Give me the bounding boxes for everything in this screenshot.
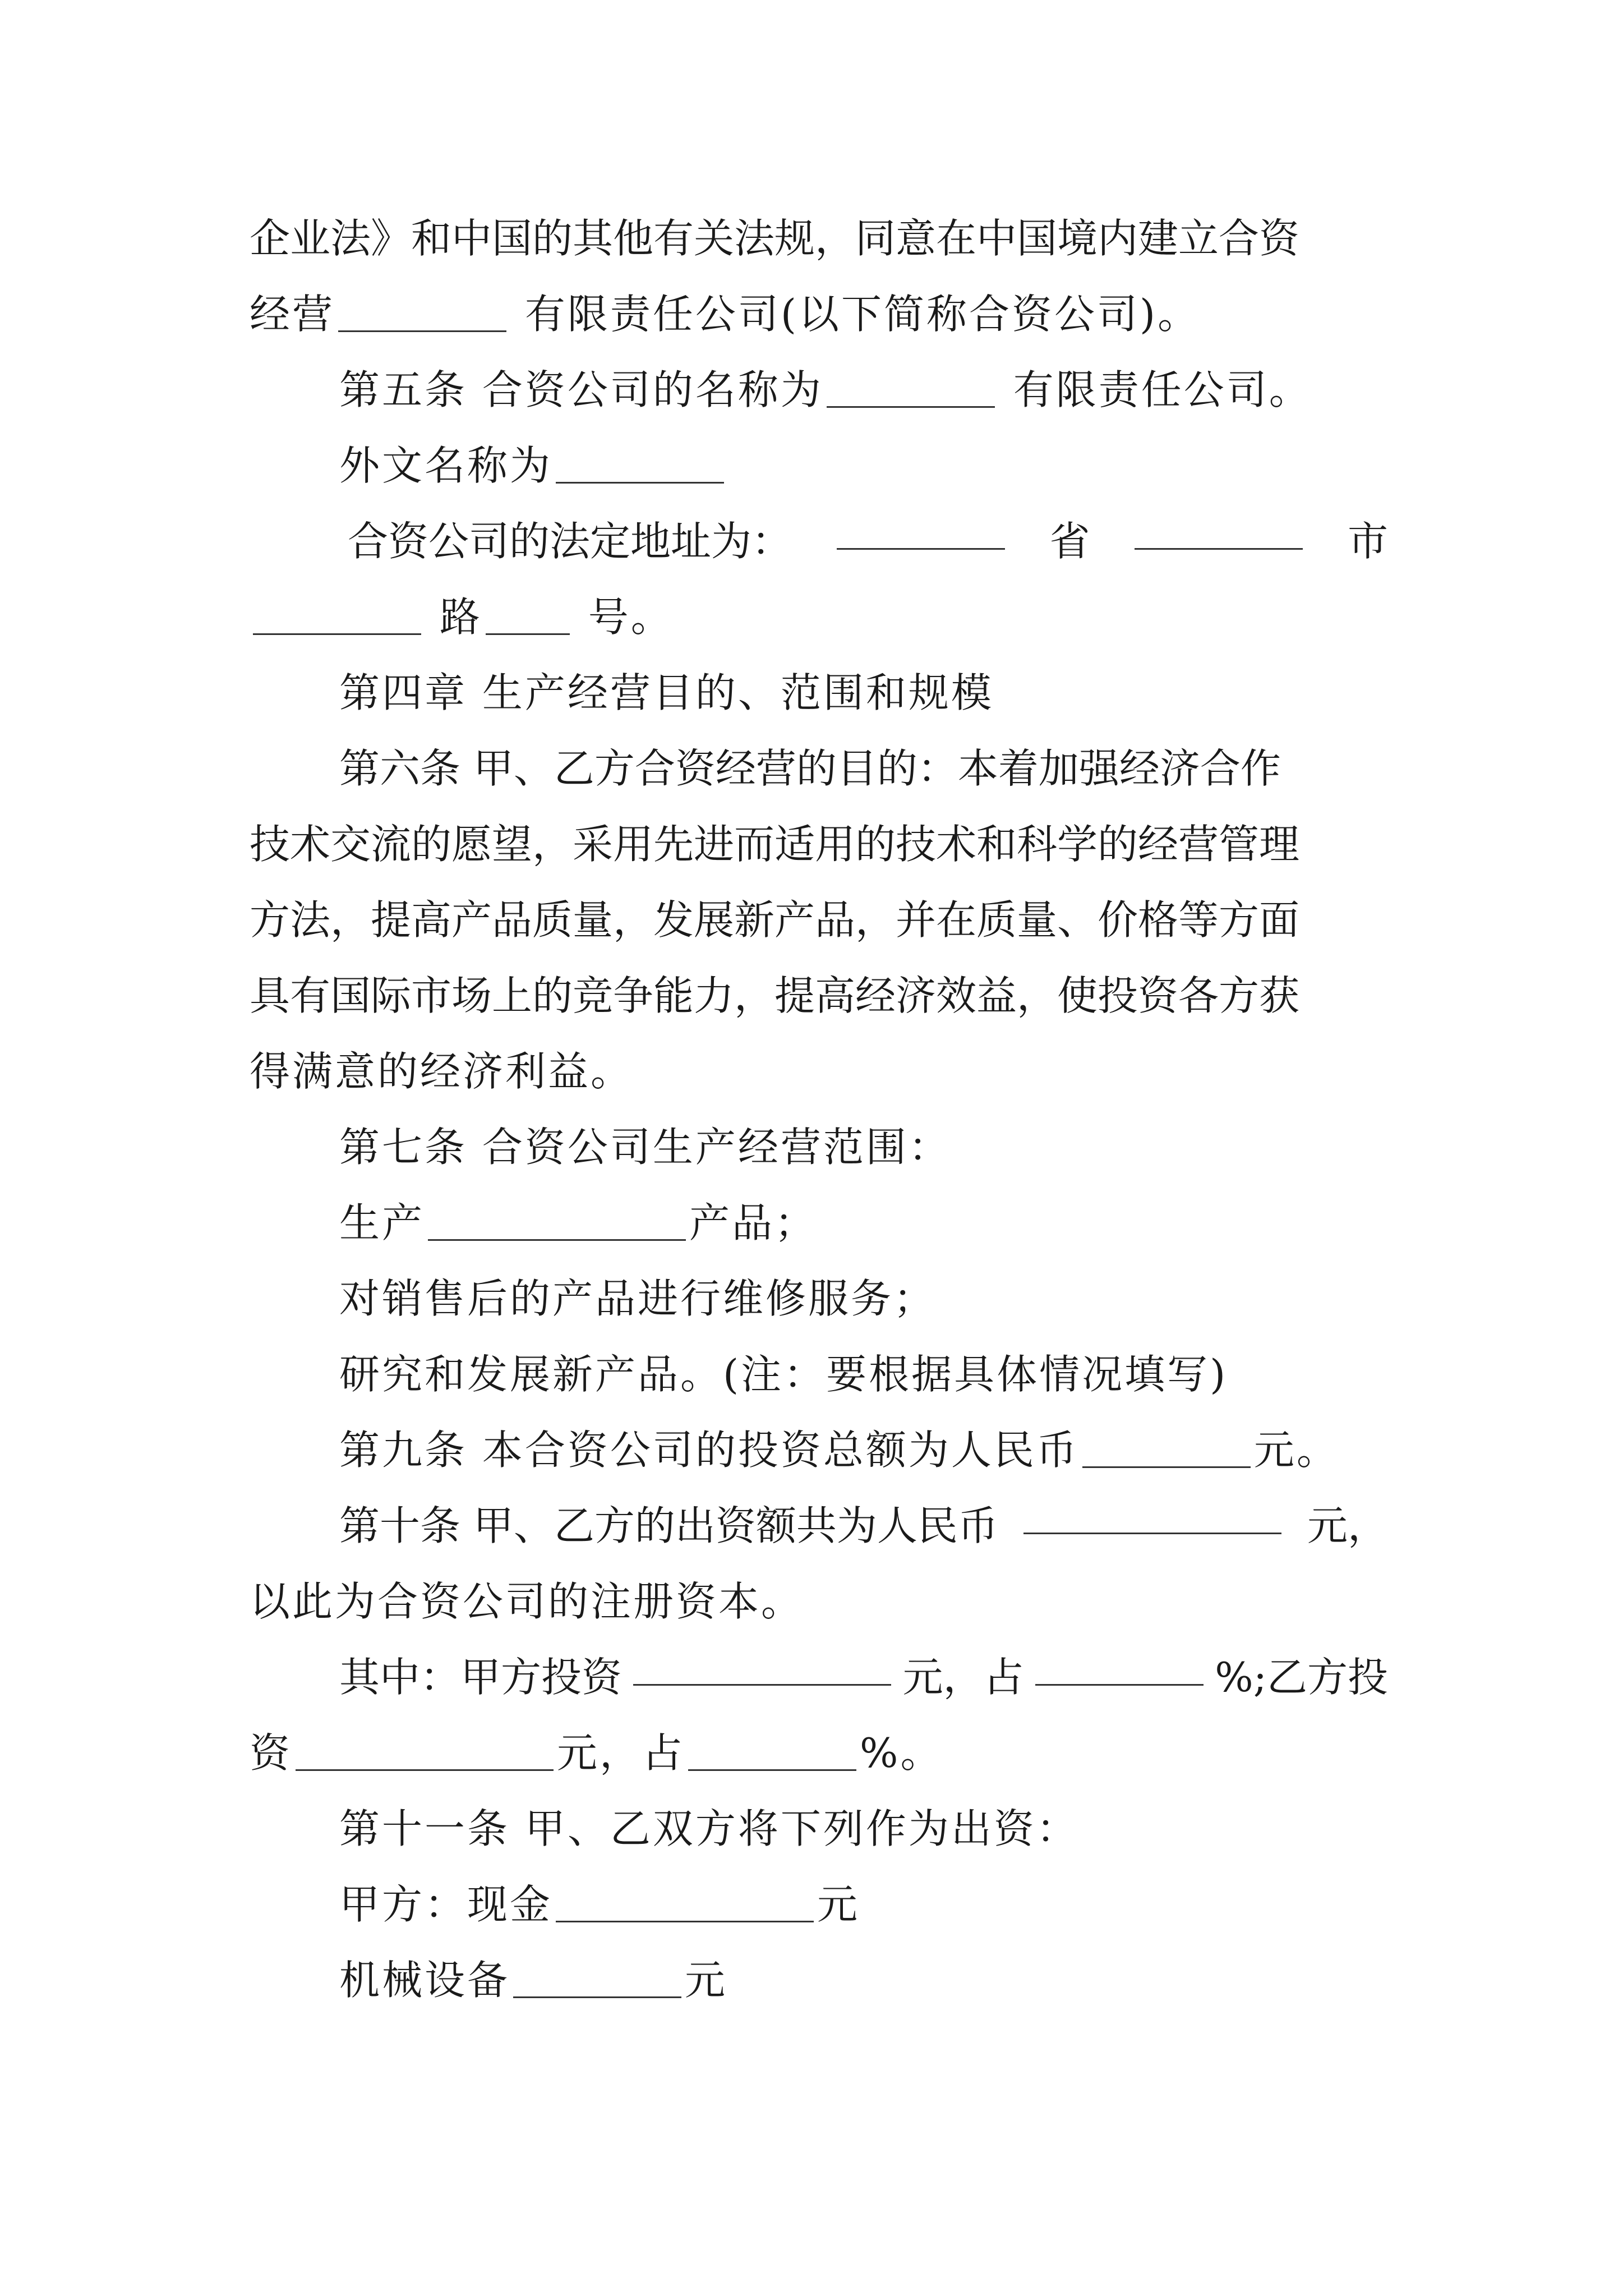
- text-segment: 元: [817, 1881, 860, 1928]
- text-segment: 市: [1347, 518, 1388, 565]
- text-segment: 有限责任公司(以下简称合资公司)。: [524, 291, 1201, 338]
- text-segment: 第九条 本合资公司的投资总额为人民币: [339, 1427, 1079, 1474]
- text-segment: 第六条 甲、乙方合资经营的目的：本着加强经济合作: [339, 745, 1281, 792]
- text-segment: 以此为合资公司的注册资本。: [250, 1578, 804, 1625]
- fill-blank: [1023, 1488, 1281, 1534]
- text-segment: 外文名称为: [339, 442, 553, 489]
- text-line-16: [339, 1346, 1388, 1402]
- text-segment: %。: [860, 1729, 943, 1777]
- text-line-2: [250, 286, 1388, 342]
- text-line-10: [250, 892, 1388, 948]
- text-segment: 元，占: [557, 1729, 685, 1777]
- text-line-24: [339, 1952, 1388, 2008]
- text-line-22: [339, 1801, 1388, 1857]
- text-segment: 元，占: [902, 1654, 1024, 1701]
- text-line-5: [348, 513, 1388, 569]
- text-segment: 有限责任公司。: [1013, 366, 1312, 413]
- text-segment: 其中：甲方投资: [339, 1654, 623, 1701]
- text-line-12: [250, 1043, 1388, 1099]
- text-line-3: [339, 362, 1388, 418]
- text-segment: 甲方：现金: [339, 1881, 553, 1928]
- text-segment: 机械设备: [339, 1957, 510, 2004]
- text-segment: 经营: [250, 291, 335, 338]
- text-segment: 路: [439, 593, 482, 641]
- fill-blank: [428, 1194, 686, 1241]
- text-segment: 具有国际市场上的竞争能力，提高经济效益，使投资各方获: [250, 972, 1300, 1019]
- text-segment: 第五条 合资公司的名称为: [339, 366, 823, 413]
- text-line-14: [339, 1195, 1388, 1251]
- text-line-6: [250, 589, 1388, 645]
- fill-blank: [633, 1639, 891, 1686]
- text-line-18: [339, 1498, 1388, 1554]
- text-segment: 第十一条 甲、乙双方将下列作为出资：: [339, 1805, 1079, 1852]
- text-segment: 元，: [1307, 1502, 1388, 1549]
- text-line-23: [339, 1876, 1388, 1932]
- text-line-4: [339, 438, 1388, 494]
- text-line-21: [250, 1725, 1388, 1781]
- text-segment: 第十条 甲、乙方的出资额共为人民币: [339, 1502, 998, 1549]
- text-segment: 对销售后的产品进行维修服务；: [339, 1275, 937, 1322]
- fill-blank: [486, 588, 570, 635]
- text-line-8: [339, 740, 1388, 797]
- text-segment: 省: [1049, 518, 1090, 565]
- text-segment: 方法，提高产品质量，发展新产品，并在质量、价格等方面: [250, 896, 1300, 944]
- text-line-9: [250, 816, 1388, 872]
- fill-blank: [1035, 1639, 1204, 1686]
- fill-blank: [556, 1876, 814, 1922]
- text-line-19: [250, 1573, 1388, 1630]
- text-line-20: [339, 1649, 1388, 1705]
- text-segment: 技术交流的愿望，采用先进而适用的技术和科学的经营管理: [250, 821, 1300, 868]
- text-line-17: [339, 1422, 1388, 1478]
- text-line-13: [339, 1119, 1388, 1175]
- text-segment: 资: [250, 1729, 293, 1777]
- text-segment: 合资公司的法定地址为：: [348, 518, 792, 565]
- text-segment: 第七条 合资公司生产经营范围：: [339, 1124, 951, 1171]
- text-segment: 生产: [339, 1199, 425, 1246]
- fill-blank: [338, 286, 506, 332]
- text-line-15: [339, 1271, 1388, 1327]
- fill-blank: [253, 588, 421, 635]
- text-line-11: [250, 968, 1388, 1024]
- text-segment: 得满意的经济利益。: [250, 1048, 634, 1095]
- text-segment: 元: [685, 1957, 728, 2004]
- text-segment: 产品；: [689, 1199, 818, 1246]
- fill-blank: [296, 1724, 554, 1771]
- fill-blank: [688, 1724, 856, 1771]
- fill-blank: [837, 503, 1005, 550]
- text-segment: %;乙方投: [1215, 1654, 1388, 1701]
- fill-blank: [556, 437, 724, 484]
- text-segment: 第四章 生产经营目的、范围和规模: [339, 669, 994, 716]
- fill-blank: [827, 361, 995, 408]
- fill-blank: [513, 1952, 681, 1998]
- chapter-heading: [339, 665, 1388, 721]
- text-segment: 元。: [1253, 1427, 1339, 1474]
- text-segment: 企业法》和中国的其他有关法规，同意在中国境内建立合资: [250, 215, 1300, 262]
- fill-blank: [1082, 1421, 1251, 1468]
- fill-blank: [1135, 503, 1303, 550]
- text-line-1: [250, 210, 1388, 266]
- text-segment: 研究和发展新产品。(注：要根据具体情况填写): [339, 1351, 1228, 1398]
- text-segment: 号。: [588, 593, 674, 641]
